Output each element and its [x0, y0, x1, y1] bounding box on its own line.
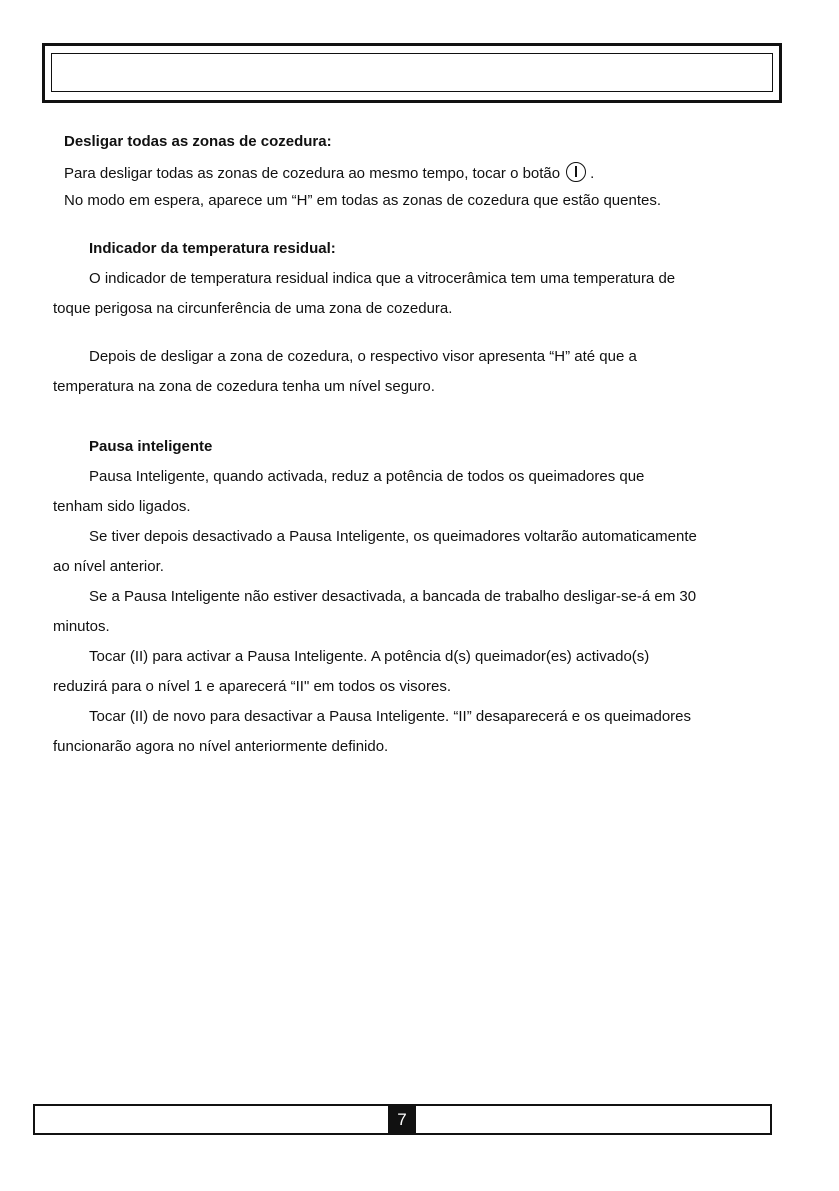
smart-pause-line: funcionarão agora no nível anteriormente definido. — [53, 738, 389, 755]
power-icon — [566, 162, 586, 182]
header-frame — [42, 43, 782, 103]
smart-pause-line: reduzirá para o nível 1 e aparecerá “II" em todos os visores. — [53, 678, 452, 695]
smart-pause-line: tenham sido ligados. — [53, 498, 191, 515]
standby-note: No modo em espera, aparece um “H” em todas as zonas de cozedura que estão quentes. — [64, 192, 662, 209]
residual-p1-line2: toque perigosa na circunferência de uma zona de cozedura. — [53, 300, 453, 317]
smart-pause-line: minutos. — [53, 618, 110, 635]
header-inner-box — [51, 53, 773, 92]
residual-p2-line1: Depois de desligar a zona de cozedura, o respectivo visor apresenta “H” até que a — [89, 348, 637, 365]
smart-pause-line: Se a Pausa Inteligente não estiver desactivada, a bancada de trabalho desligar-se-á em 30 — [89, 588, 697, 605]
residual-p2-line2: temperatura na zona de cozedura tenha um nível seguro. — [53, 378, 435, 395]
turn-off-instruction-text: Para desligar todas as zonas de cozedura ao mesmo tempo, tocar o botão — [64, 165, 561, 182]
turn-off-instruction-end: . — [590, 165, 595, 182]
smart-pause-line: Pausa Inteligente, quando activada, reduz a potência de todos os queimadores que — [89, 468, 645, 485]
heading-smart-pause: Pausa inteligente — [89, 438, 213, 455]
page-number: 7 — [388, 1105, 416, 1134]
smart-pause-line: Tocar (II) de novo para desactivar a Pausa Inteligente. “II” desaparecerá e os queimadores — [89, 708, 691, 725]
heading-turn-off-all-zones: Desligar todas as zonas de cozedura: — [64, 133, 332, 150]
smart-pause-line: ao nível anterior. — [53, 558, 164, 575]
residual-p1-line1: O indicador de temperatura residual indica que a vitrocerâmica tem uma temperatura de — [89, 270, 676, 287]
heading-residual-heat: Indicador da temperatura residual: — [89, 240, 336, 257]
smart-pause-line: Tocar (II) para activar a Pausa Inteligente. A potência d(s) queimador(es) activado(s) — [89, 648, 650, 665]
turn-off-instruction — [64, 162, 594, 183]
smart-pause-line: Se tiver depois desactivado a Pausa Inteligente, os queimadores voltarão automaticamente — [89, 528, 697, 545]
